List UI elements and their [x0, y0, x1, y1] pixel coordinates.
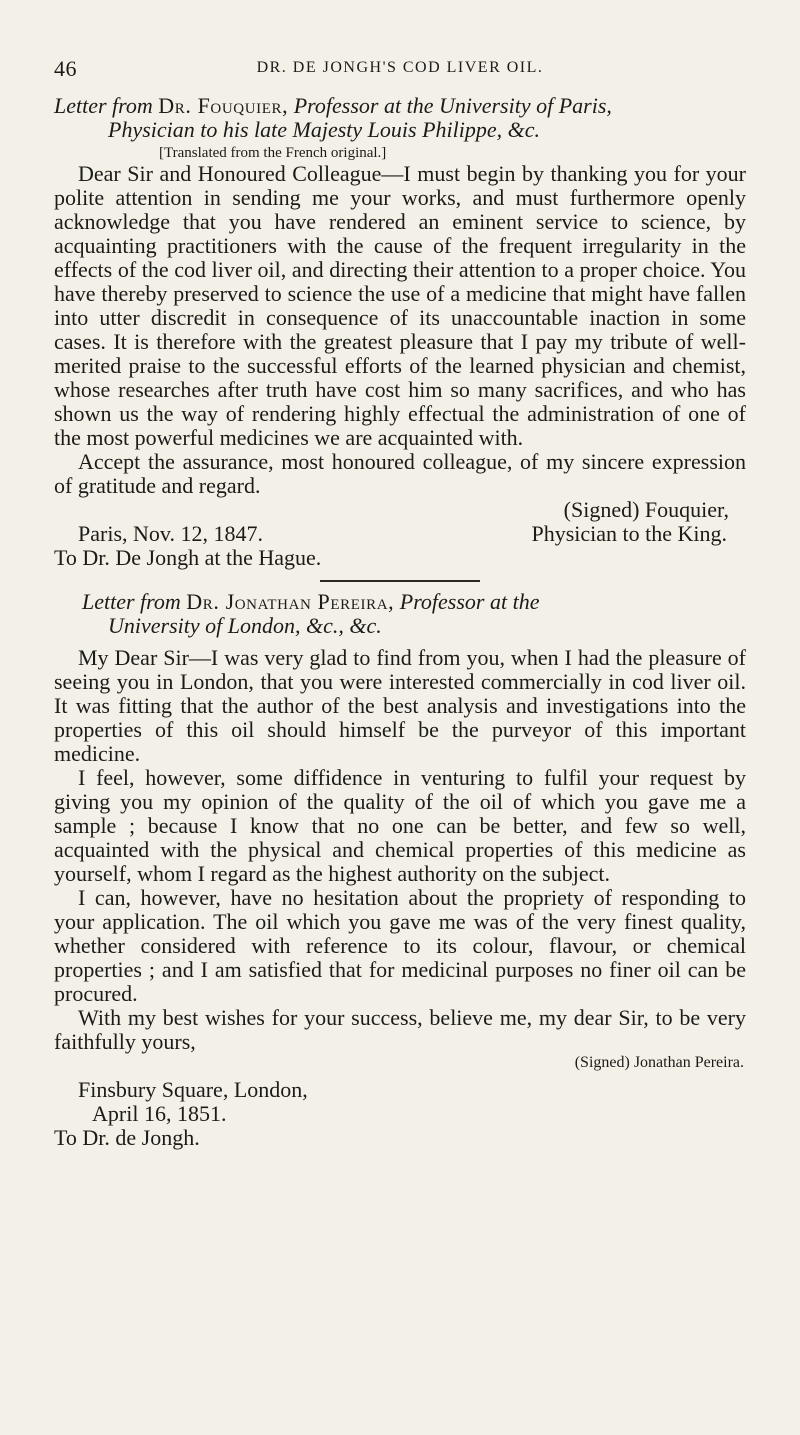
letter-1-title-prefix: Letter from — [54, 93, 153, 118]
letter-2-paragraph-1: My Dear Sir—I was very glad to find from you, when I had the pleasure of seeing you in London, that you were interested commercially in cod liver oil. It was fitting that the author of the best analysis and investigations into the properties of this oil should himself be the purveyor of this important medicine. — [54, 645, 746, 766]
letter-2-recipient: To Dr. de Jongh. — [54, 1125, 200, 1150]
letter-1-signature: (Signed) Fouquier, — [563, 497, 729, 522]
letter-1-paragraph-2: Accept the assurance, most honoured colleague, of my sincere expression of gratitude and regard. — [54, 449, 746, 498]
letter-1-author: Dr. Fouquier, — [158, 93, 289, 118]
letter-2-paragraph-4: With my best wishes for your success, believe me, my dear Sir, to be very faithfully yours, — [54, 1005, 746, 1054]
section-divider — [320, 580, 480, 582]
letter-2-paragraph-3: I can, however, have no hesitation about the propriety of responding to your application. The oil which you gave me was of the very finest quality, whether considered with reference to its colour, flavour, or chemical properties ; and I am satisfied that for medicinal purposes no finer oil can be procured. — [54, 885, 746, 1006]
letter-1-title — [54, 94, 746, 118]
page-content — [54, 94, 746, 1150]
letter-1-signature-row — [54, 498, 746, 522]
translation-note: [Translated from the French original.] — [159, 145, 387, 161]
letter-2-title — [54, 590, 746, 614]
letter-2-paragraph-2: I feel, however, some diffidence in venturing to fulfil your request by giving you my opinion of the quality of the oil of which you gave me a sample ; because I know that no one can be better, and few so well, acquainted with the physical and chemical properties of this medicine as yourself, whom I regard as the highest authority on the subject. — [54, 765, 746, 886]
letter-2-title-rest: Professor at the — [399, 589, 540, 614]
page-number: 46 — [54, 56, 77, 81]
letter-2-signature: (Signed) Jonathan Pereira. — [574, 1054, 744, 1071]
page-header — [54, 56, 746, 80]
letter-1-title-line-2: Physician to his late Majesty Louis Philippe, &c. — [108, 117, 540, 142]
letter-1-place-row — [54, 522, 746, 546]
letter-2-author: Dr. Jonathan Pereira, — [186, 589, 395, 614]
letter-2-title-line-2: University of London, &c., &c. — [108, 613, 382, 638]
letter-2-signature-row — [54, 1054, 746, 1078]
letter-2-date: April 16, 1851. — [92, 1101, 227, 1126]
letter-1-paragraph-1: Dear Sir and Honoured Colleague—I must begin by thanking you for your polite attention in sending me your works, and must furthermore openly acknowledge that you have rendered an eminent service to science, by acquainting practitioners with the cause of the frequent irregularity in the effects of the cod liver oil, and directing their attention to a proper choice. You have thereby preserved to science the use of a medicine that might have fallen into utter discredit in consequence of its unaccountable inaction in some cases. It is therefore with the greatest pleasure that I pay my tribute of well-merited praise to the successful efforts of the learned physician and chemist, whose researches after truth have cost him so many sacrifices, and who has shown us the way of rendering highly effectual the administration of one of the most powerful medicines we are acquainted with. — [54, 161, 746, 450]
letter-2-title-prefix: Letter from — [82, 589, 181, 614]
running-head: DR. DE JONGH'S COD LIVER OIL. — [256, 59, 544, 76]
letter-1-position: Physician to the King. — [531, 521, 727, 546]
letter-1-recipient: To Dr. De Jongh at the Hague. — [54, 545, 322, 570]
letter-2-address: Finsbury Square, London, — [78, 1077, 308, 1102]
letter-1-title-rest: Professor at the University of Paris, — [293, 93, 612, 118]
letter-1-place-date: Paris, Nov. 12, 1847. — [78, 521, 263, 546]
